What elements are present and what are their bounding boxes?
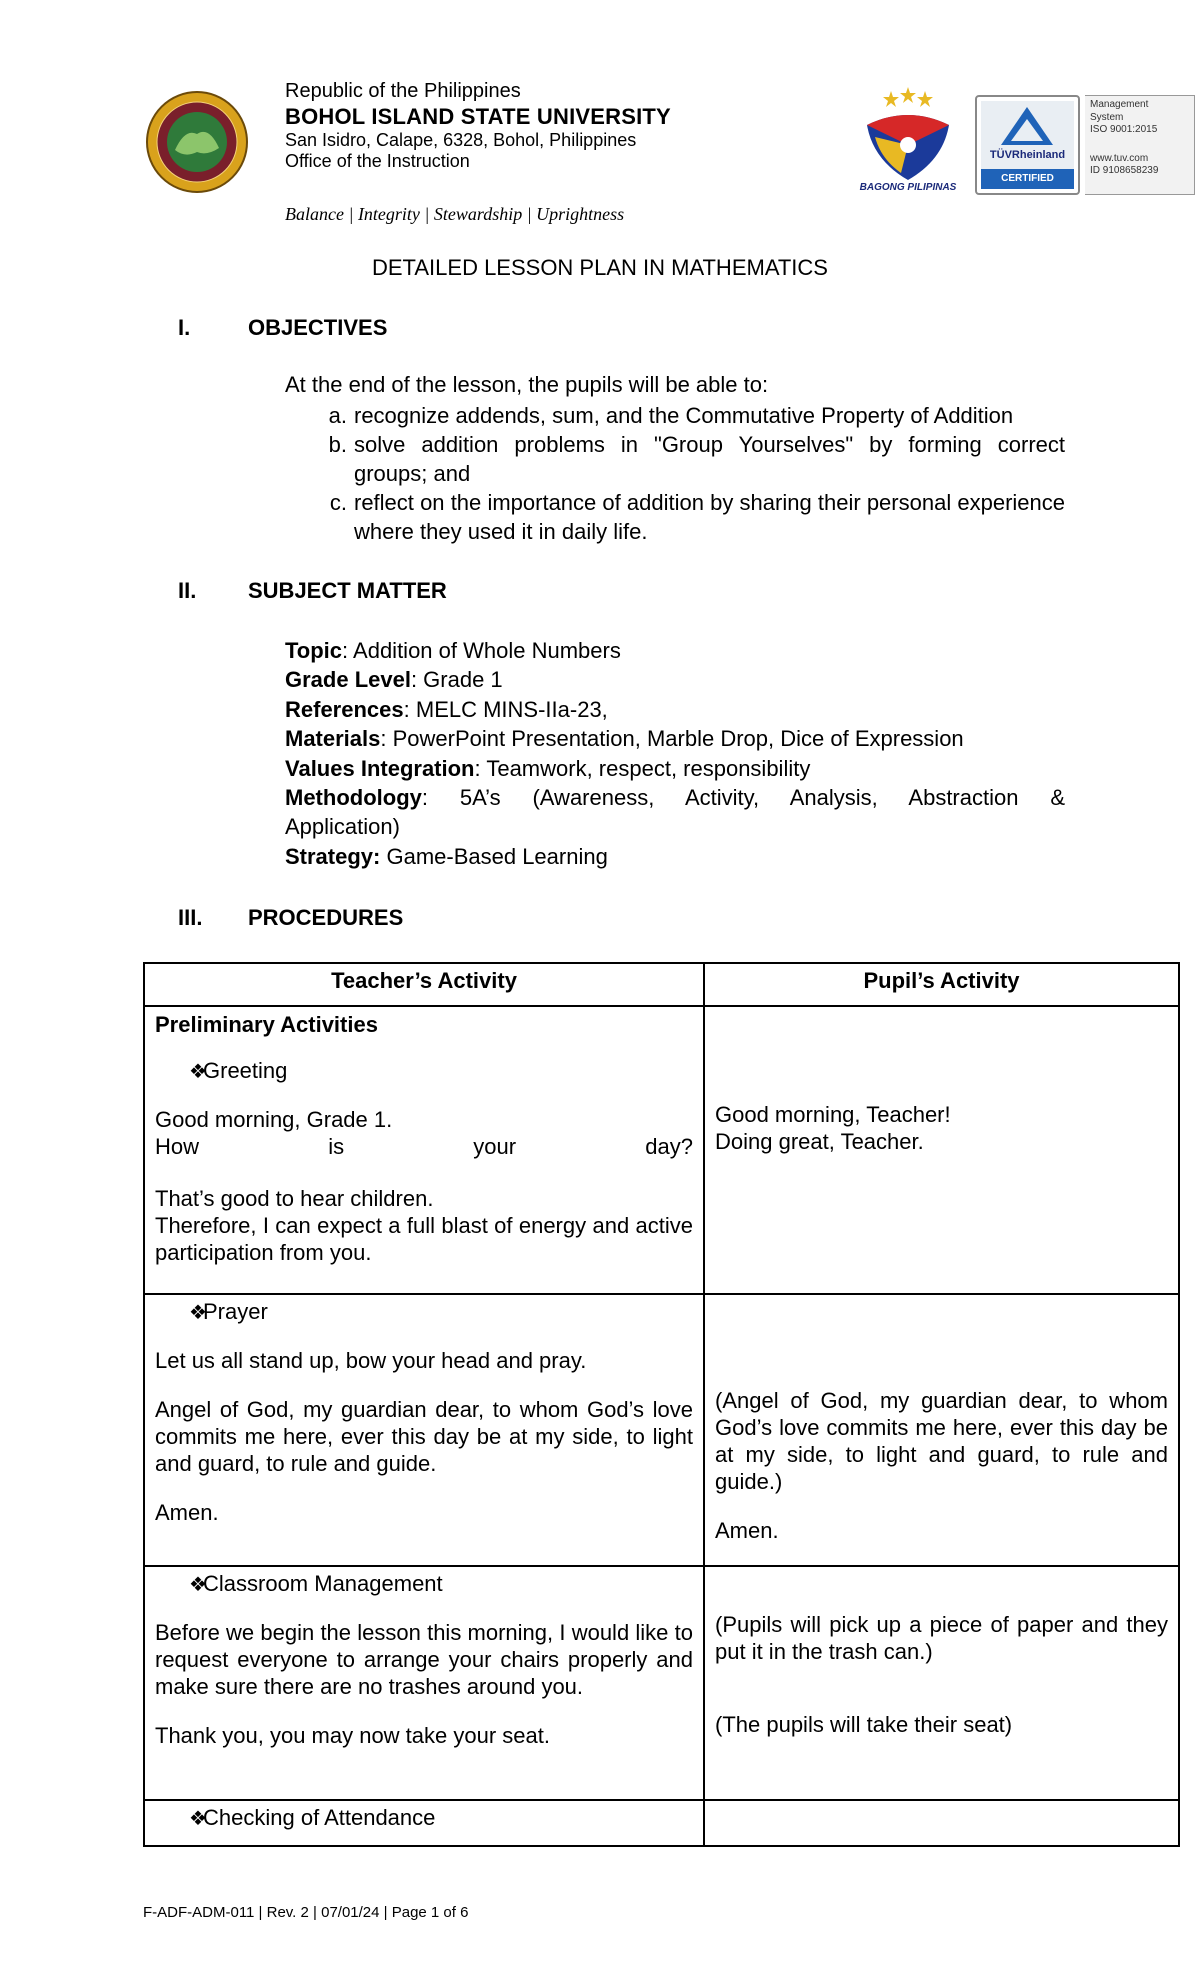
topic-line: Topic: Addition of Whole Numbers	[285, 638, 621, 663]
pupil-response: Doing great, Teacher.	[715, 1129, 924, 1154]
table-row	[144, 1566, 1179, 1800]
pupil-response: Good morning, Teacher!	[715, 1102, 951, 1127]
section-number: II.	[178, 578, 197, 603]
pupil-cell-classroom	[704, 1566, 1179, 1800]
pupil-response: (Pupils will pick up a piece of paper and they put it in the trash can.)	[715, 1612, 1168, 1664]
teacher-cell-prayer	[144, 1294, 704, 1566]
strategy-line: Strategy: Game-Based Learning	[285, 843, 608, 869]
value-stewardship: Stewardship	[433, 204, 523, 224]
value-integrity: Integrity	[357, 204, 420, 224]
page-footer: F-ADF-ADM-011 | Rev. 2 | 07/01/24 | Page 1 of 6	[143, 1904, 469, 1921]
preliminary-heading: Preliminary Activities	[155, 1012, 378, 1037]
tuv-line2: System	[1090, 111, 1124, 123]
greeting-line: Good morning, Grade 1.	[155, 1107, 393, 1132]
pupil-cell-prayer	[704, 1294, 1179, 1566]
methodology-continued: Application)	[285, 814, 400, 840]
prayer-line: Amen.	[155, 1500, 219, 1525]
pupil-column-header: Pupil’s Activity	[704, 963, 1179, 1006]
tuv-details	[1085, 95, 1195, 195]
tuv-triangle-icon	[981, 101, 1074, 151]
diamond-bullet-icon: ❖	[189, 1060, 207, 1083]
grade-line: Grade Level: Grade 1	[285, 667, 503, 693]
bagong-pilipinas-caption: BAGONG PILIPINAS	[859, 182, 957, 193]
teacher-cell-greeting	[144, 1006, 704, 1294]
bagong-pilipinas-logo-icon	[853, 85, 963, 197]
teacher-cell-classroom	[144, 1566, 704, 1800]
objectives-intro: At the end of the lesson, the pupils will be able to:	[285, 372, 769, 397]
teacher-cell-attendance	[144, 1800, 704, 1846]
value-balance: Balance	[285, 204, 344, 224]
greeting-line: Therefore, I can expect a full blast of energy and active participation from you.	[155, 1213, 693, 1265]
header-text-block	[285, 80, 671, 172]
methodology-line: Methodology: 5A’s (Awareness, Activity, Analysis, Abstraction &	[285, 785, 1065, 811]
greeting-line: How is your day?	[155, 1134, 693, 1159]
pupil-cell-attendance	[704, 1800, 1179, 1846]
table-row	[144, 1800, 1179, 1846]
greeting-line: That’s good to hear children.	[155, 1186, 434, 1211]
list-item: a. recognize addends, sum, and the Commutative Property of Addition	[328, 403, 1014, 428]
list-item: c. reflect on the importance of addition by sharing their personal experience where they used it in daily life.	[329, 490, 1065, 544]
tuv-brand: TÜVRheinland	[989, 149, 1066, 161]
table-row	[144, 1006, 1179, 1294]
prayer-line: Let us all stand up, bow your head and pray.	[155, 1348, 587, 1373]
diamond-bullet-icon: ❖	[189, 1573, 207, 1596]
classroom-line: Before we begin the lesson this morning, I would like to request everyone to arrange your chairs properly and make sure there are no trashes around you.	[155, 1620, 693, 1699]
list-item: b. solve addition problems in "Group Yourselves" by forming correct groups; and	[328, 432, 1065, 486]
table-row	[144, 1294, 1179, 1566]
procedures-table	[143, 962, 1180, 1847]
values-line: Values Integration: Teamwork, respect, responsibility	[285, 755, 811, 781]
core-values: Balance | Integrity | Stewardship | Uprightness	[285, 204, 625, 224]
tuv-line3: ISO 9001:2015	[1090, 124, 1158, 135]
university-address: San Isidro, Calape, 6328, Bohol, Philippines	[285, 129, 637, 150]
greeting-bullet: ❖ Greeting	[155, 1058, 693, 1084]
objectives-heading	[178, 315, 387, 341]
prayer-bullet: ❖ Prayer	[155, 1299, 693, 1325]
objectives-list	[285, 401, 1065, 546]
classroom-line: Thank you, you may now take your seat.	[155, 1723, 550, 1748]
university-seal-icon	[145, 90, 249, 194]
tuv-certified-badge: CERTIFIED	[981, 169, 1074, 189]
classroom-bullet: ❖ Classroom Management	[155, 1571, 693, 1597]
section-number: III.	[178, 905, 203, 930]
pupil-cell-greeting	[704, 1006, 1179, 1294]
teacher-column-header: Teacher’s Activity	[144, 963, 704, 1006]
materials-line: Materials: PowerPoint Presentation, Marble Drop, Dice of Expression	[285, 726, 964, 752]
table-header-row	[144, 963, 1179, 1006]
attendance-bullet: ❖ Checking of Attendance	[155, 1805, 693, 1831]
subject-matter-details	[285, 636, 1065, 871]
pupil-response: (Angel of God, my guardian dear, to whom God’s love commits me here, ever this day be at my side, to light and guard, to rule and guide.)	[715, 1388, 1168, 1494]
value-uprightness: Uprightness	[536, 204, 625, 224]
office-name: Office of the Instruction	[285, 150, 470, 171]
section-title: SUBJECT MATTER	[248, 578, 447, 603]
tuv-line1: Management	[1090, 99, 1149, 110]
pupil-response: Amen.	[715, 1518, 779, 1543]
republic-line: Republic of the Philippines	[285, 80, 521, 102]
university-name: BOHOL ISLAND STATE UNIVERSITY	[285, 103, 671, 129]
diamond-bullet-icon: ❖	[189, 1807, 207, 1830]
section-title: OBJECTIVES	[248, 315, 388, 340]
tuv-id: ID 9108658239	[1090, 165, 1159, 176]
tuv-certification-icon	[975, 95, 1080, 195]
section-number: I.	[178, 315, 191, 340]
pupil-response: (The pupils will take their seat)	[715, 1712, 1013, 1737]
subject-matter-heading	[178, 578, 447, 604]
references-line: References: MELC MINS-IIa-23,	[285, 696, 608, 722]
section-title: PROCEDURES	[248, 905, 404, 930]
diamond-bullet-icon: ❖	[189, 1301, 207, 1324]
prayer-line: Angel of God, my guardian dear, to whom God’s love commits me here, ever this day be at my side, to light and guard, to rule and guide.	[155, 1397, 693, 1476]
tuv-url: www.tuv.com	[1090, 152, 1149, 164]
document-title: DETAILED LESSON PLAN IN MATHEMATICS	[372, 255, 828, 280]
procedures-heading	[178, 905, 403, 931]
